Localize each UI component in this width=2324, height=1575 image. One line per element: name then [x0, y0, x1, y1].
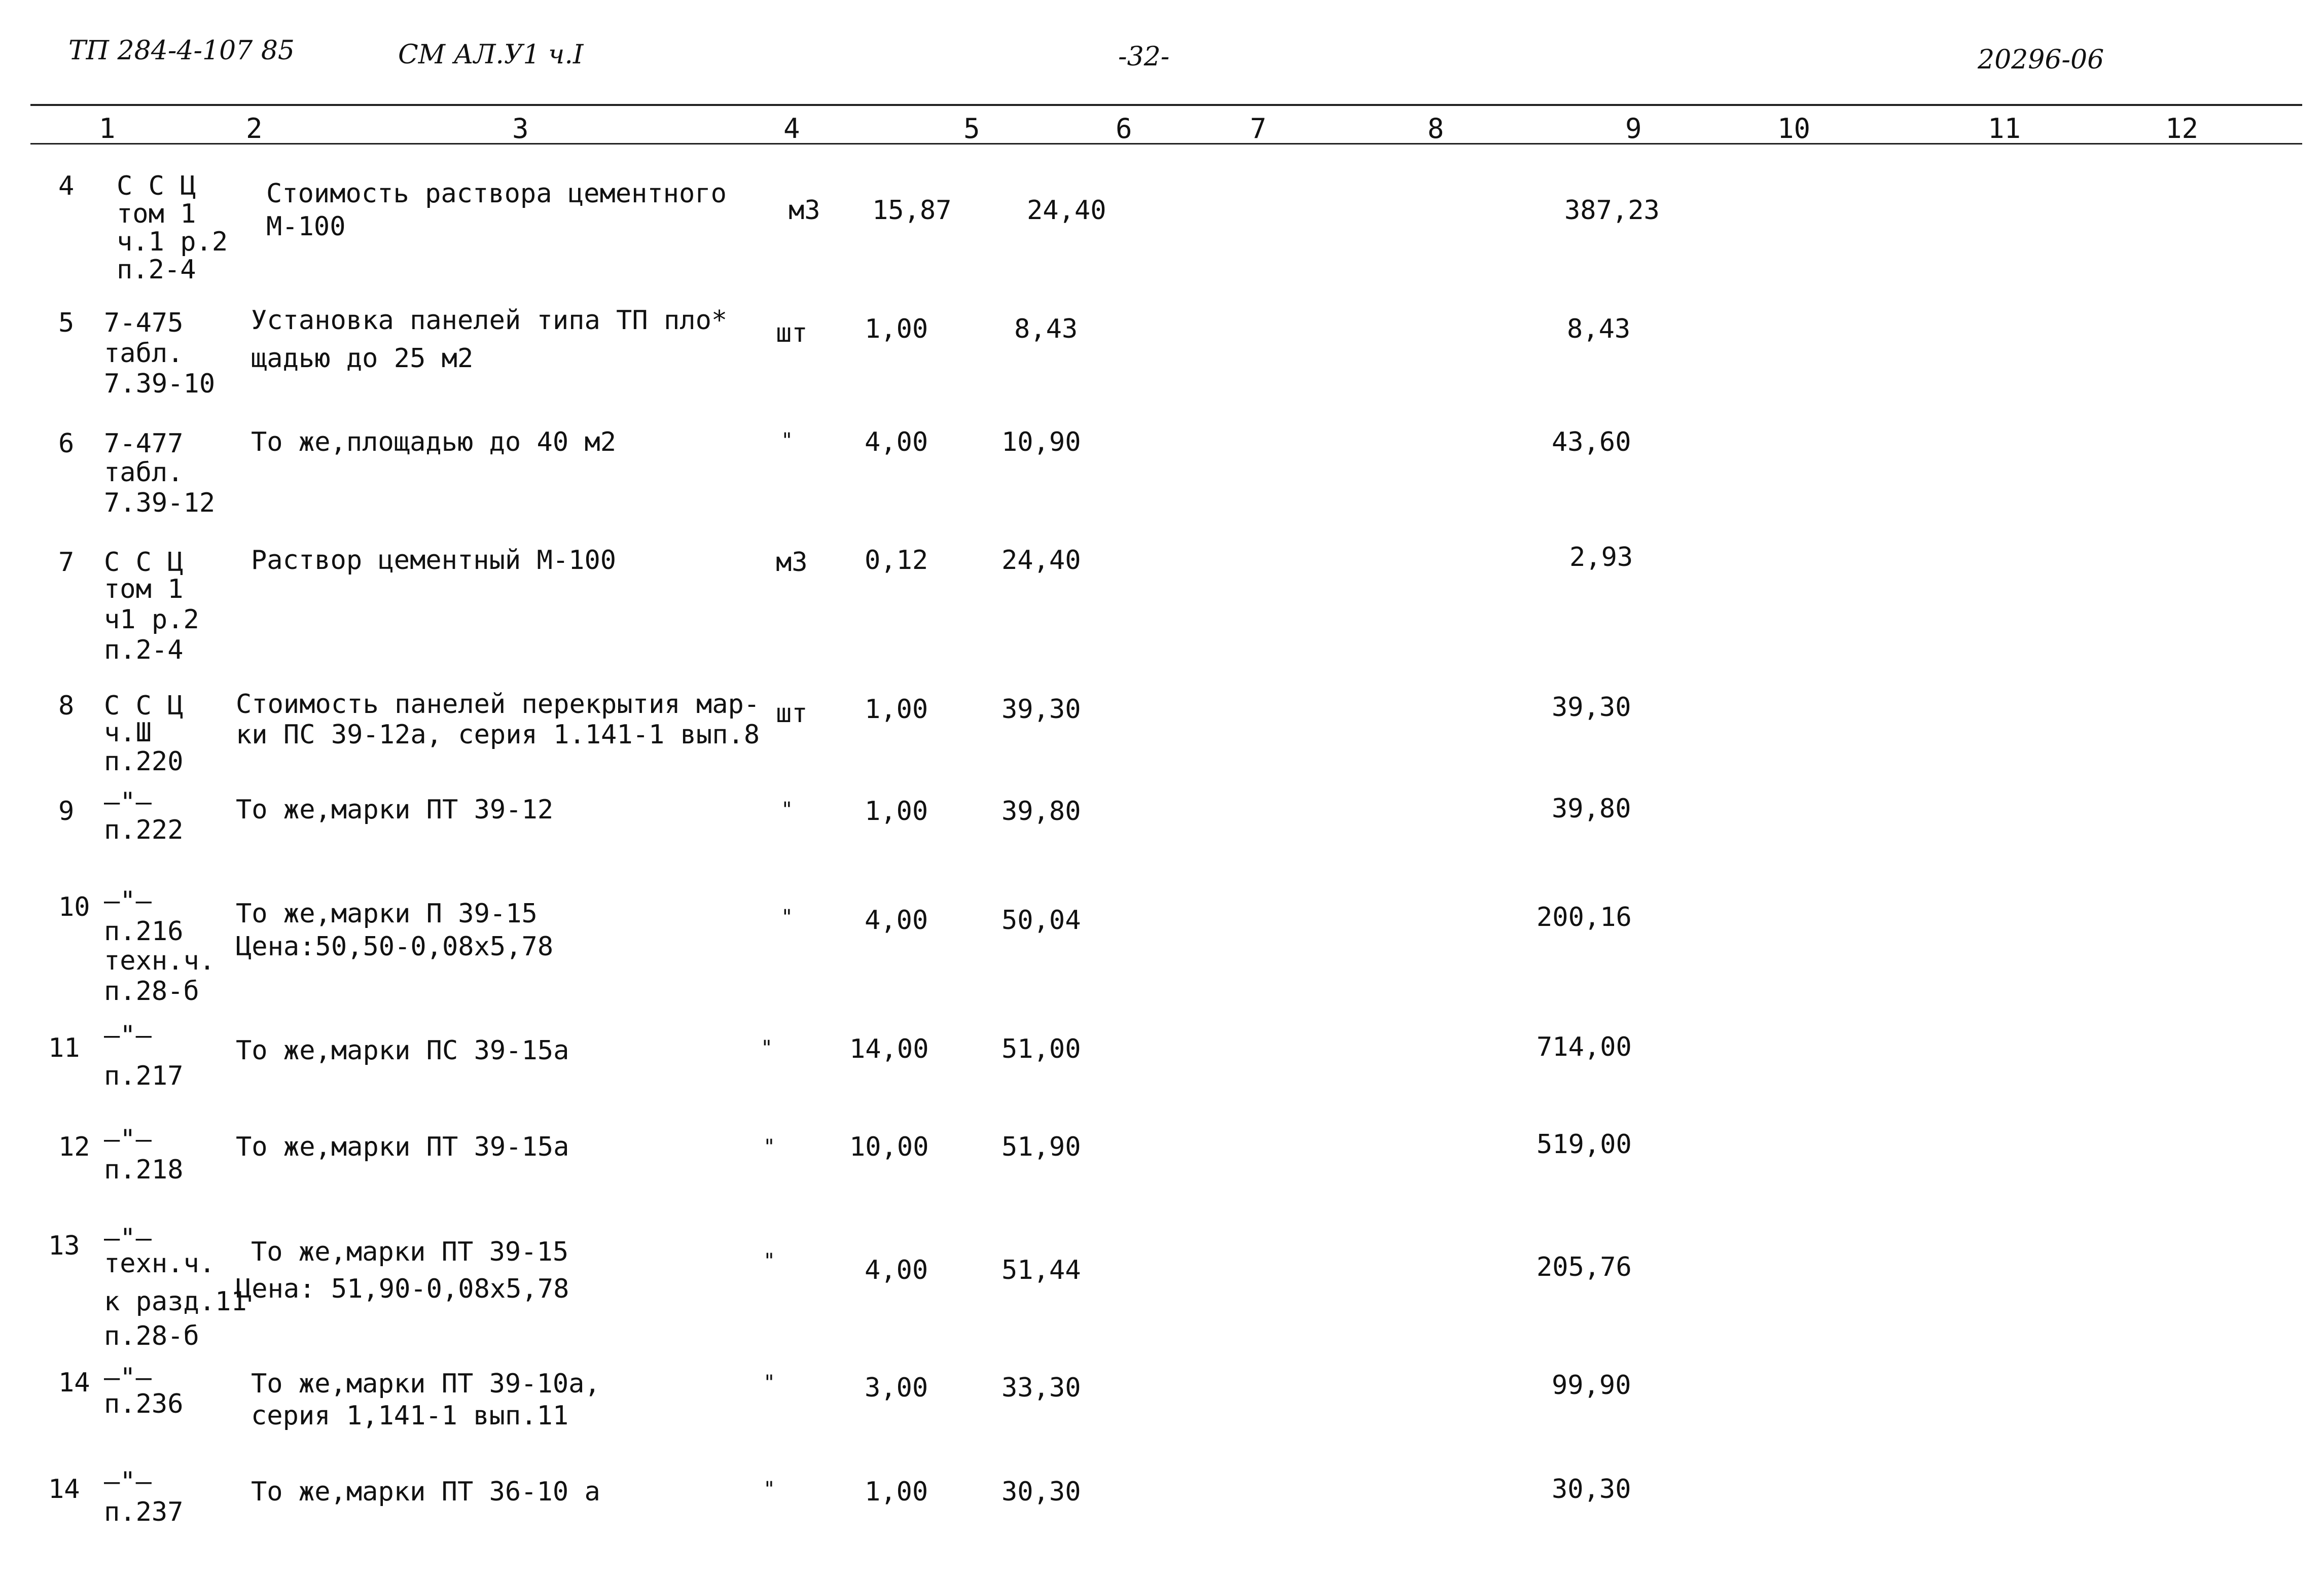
unit: " [781, 906, 794, 929]
description-line: То же,марки ПС 39-15а [236, 1035, 569, 1066]
code-line: ч1 р.2 [104, 604, 199, 635]
code-line: п.216 [104, 916, 184, 947]
code-line: табл. [104, 457, 184, 488]
code-line: 7-477 [104, 428, 184, 459]
description-line: М-100 [266, 211, 346, 242]
unit: " [763, 1135, 776, 1159]
code-line: —"— [104, 886, 152, 916]
code-line: п.236 [104, 1389, 184, 1419]
unit: " [781, 429, 794, 452]
column-number: 3 [512, 113, 529, 145]
row-number: 7 [58, 547, 75, 578]
total: 205,76 [1536, 1252, 1632, 1282]
code-line: к разд.11 [104, 1286, 247, 1317]
column-number: 5 [963, 113, 980, 145]
column-number: 2 [246, 113, 263, 145]
row-number: 5 [58, 308, 75, 338]
unit-price: 24,40 [1002, 545, 1081, 576]
code-line: п.2-4 [104, 635, 184, 665]
total: 714,00 [1536, 1032, 1632, 1062]
row-number: 11 [48, 1033, 80, 1063]
code-line: техн.ч. [104, 946, 216, 976]
column-number: 8 [1427, 113, 1444, 145]
code-line: ч.1 р.2 [117, 227, 228, 257]
quantity: 1,00 [865, 796, 928, 827]
code-line: —"— [104, 787, 152, 817]
code-line: 7-475 [104, 308, 184, 338]
column-number: 10 [1777, 113, 1811, 145]
description-line: То же,марки ПТ 39-12 [236, 795, 554, 825]
code-line: —"— [104, 1223, 152, 1254]
row-number: 10 [58, 892, 90, 922]
quantity: 4,00 [865, 905, 928, 936]
album-ref: СМ АЛ.У1 ч.I [398, 40, 584, 70]
code-line: техн.ч. [104, 1248, 216, 1279]
unit: шт [776, 698, 808, 729]
quantity: 10,00 [849, 1132, 929, 1162]
description-line: То же,марки ПТ 36-10 а [251, 1477, 600, 1507]
description-line: То же,площадью до 40 м2 [251, 427, 617, 457]
code-line: п.2-4 [117, 255, 196, 285]
quantity: 0,12 [865, 545, 928, 576]
description-line: То же,марки ПТ 39-15а [236, 1132, 569, 1162]
description-line: Установка панелей типа ТП пло* [251, 305, 728, 336]
quantity: 1,00 [865, 694, 928, 725]
code-line: С С Ц [104, 691, 184, 721]
description-line: Раствор цементный М-100 [251, 545, 617, 576]
code-line: —"— [104, 1363, 152, 1393]
total: 39,80 [1552, 794, 1631, 824]
unit: м3 [776, 547, 808, 578]
quantity: 1,00 [865, 1477, 928, 1507]
page-marker: -32- [1118, 42, 1170, 72]
code-line: п.28-б [104, 1321, 199, 1351]
code-line: том 1 [117, 199, 196, 229]
description-line: То же,марки ПТ 39-10а, [251, 1369, 600, 1399]
column-number: 12 [2165, 113, 2199, 145]
total: 519,00 [1536, 1129, 1632, 1160]
column-number: 1 [99, 113, 116, 145]
description-line: То же,марки П 39-15 [236, 899, 538, 929]
quantity: 3,00 [865, 1373, 928, 1403]
total: 39,30 [1552, 692, 1631, 723]
project-code: ТП 284-4-107 85 [68, 35, 295, 66]
quantity: 4,00 [865, 427, 928, 457]
unit: " [763, 1371, 776, 1394]
quantity: 1,00 [865, 314, 928, 344]
description-line: То же,марки ПТ 39-15 [251, 1237, 569, 1267]
row-number: 14 [58, 1368, 90, 1398]
unit: м3 [789, 195, 820, 226]
code-line: п.222 [104, 815, 184, 845]
total: 387,23 [1564, 195, 1660, 226]
unit-price: 10,90 [1002, 427, 1081, 457]
description-line: Цена: 51,90-0,08х5,78 [236, 1274, 569, 1304]
unit-price: 8,43 [1014, 314, 1078, 344]
total: 8,43 [1567, 314, 1631, 344]
code-line: С С Ц [104, 547, 184, 578]
code-line: ч.Ш [104, 718, 152, 748]
unit-price: 39,30 [1002, 694, 1081, 725]
code-line: п.28-б [104, 976, 199, 1007]
code-line: п.218 [104, 1155, 184, 1185]
total: 200,16 [1536, 902, 1632, 933]
table-top-rule [30, 104, 2302, 106]
code-line: —"— [104, 1124, 152, 1155]
code-line: п.217 [104, 1061, 184, 1091]
code-line: —"— [104, 1466, 152, 1497]
unit: " [763, 1249, 776, 1273]
description-line: щадью до 25 м2 [251, 343, 474, 374]
code-line: п.220 [104, 746, 184, 777]
row-number: 4 [58, 171, 75, 201]
code-line: 7.39-12 [104, 488, 216, 518]
unit: шт [776, 318, 808, 348]
row-number: 8 [58, 691, 75, 721]
doc-number: 20296-06 [1978, 45, 2104, 75]
unit-price: 51,90 [1002, 1132, 1081, 1162]
description-line: ки ПС 39-12а, серия 1.141-1 вып.8 [236, 720, 760, 750]
unit: " [761, 1036, 773, 1060]
table-header-rule [30, 143, 2302, 145]
code-line: том 1 [104, 574, 184, 604]
description-line: Стоимость панелей перекрытия мар- [236, 689, 760, 720]
column-number: 6 [1116, 113, 1132, 145]
column-number: 7 [1250, 113, 1267, 145]
column-number: 11 [1988, 113, 2021, 145]
unit-price: 39,80 [1002, 796, 1081, 827]
row-number: 13 [48, 1231, 80, 1261]
unit: " [781, 798, 794, 821]
row-number: 12 [58, 1132, 90, 1162]
row-number: 14 [48, 1474, 80, 1505]
description-line: серия 1,141-1 вып.11 [251, 1401, 569, 1431]
description-line: Стоимость раствора цементного [266, 178, 727, 209]
total: 99,90 [1552, 1370, 1631, 1401]
code-line: 7.39-10 [104, 369, 216, 399]
description-line: Цена:50,50-0,08х5,78 [236, 932, 554, 962]
unit-price: 51,00 [1002, 1034, 1081, 1064]
unit: " [763, 1478, 776, 1501]
total: 30,30 [1552, 1474, 1631, 1505]
unit-price: 50,04 [1002, 905, 1081, 936]
quantity: 15,87 [872, 195, 952, 226]
code-line: С С Ц [117, 171, 196, 201]
row-number: 6 [58, 428, 75, 459]
unit-price: 24,40 [1027, 195, 1106, 226]
quantity: 14,00 [849, 1034, 929, 1064]
column-number: 4 [783, 113, 800, 145]
quantity: 4,00 [865, 1255, 928, 1285]
code-line: табл. [104, 338, 184, 369]
total: 43,60 [1552, 427, 1631, 457]
total: 2,93 [1569, 542, 1633, 572]
column-number: 9 [1625, 113, 1642, 145]
unit-price: 30,30 [1002, 1477, 1081, 1507]
unit-price: 33,30 [1002, 1373, 1081, 1403]
row-number: 9 [58, 796, 75, 827]
code-line: —"— [104, 1020, 152, 1051]
code-line: п.237 [104, 1497, 184, 1527]
unit-price: 51,44 [1002, 1255, 1081, 1285]
